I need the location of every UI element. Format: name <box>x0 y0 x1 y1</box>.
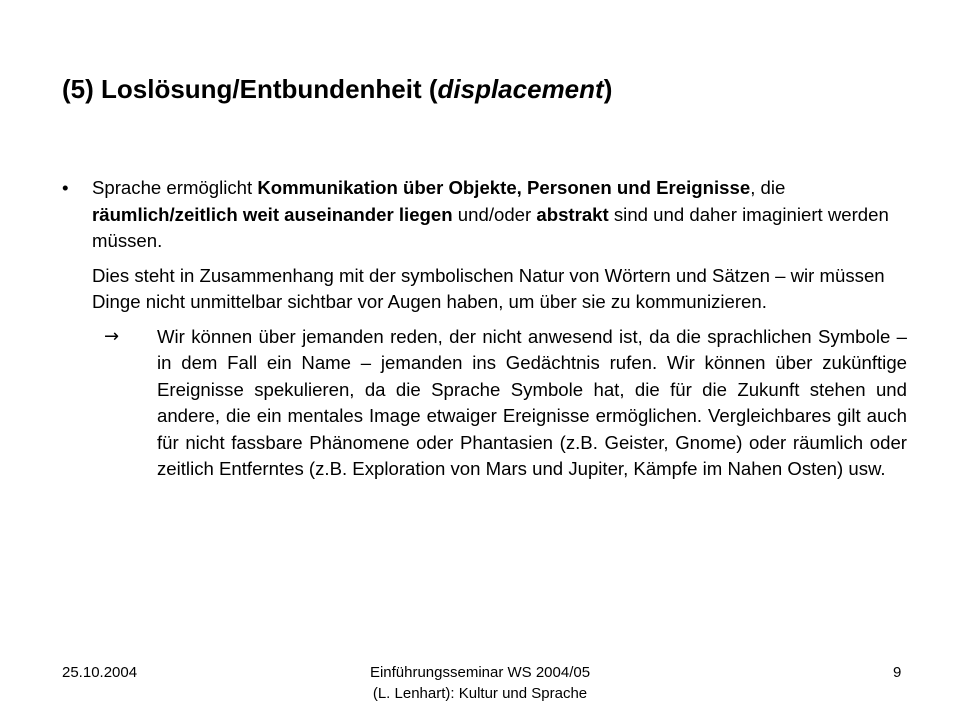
slide-body <box>62 175 907 483</box>
bullet-text-1: Sprache ermöglicht <box>92 177 258 198</box>
footer-course-line1: Einführungsseminar WS 2004/05 <box>369 664 591 681</box>
title-prefix: (5) Loslösung/Entbundenheit ( <box>62 74 438 104</box>
title-italic-term: displacement <box>437 74 604 104</box>
bullet-paragraph <box>92 175 907 255</box>
arrow-item <box>92 324 907 483</box>
bullet-bold-1: Kommunikation über Objekte, Personen und Ereignisse <box>257 177 751 198</box>
slide-title <box>62 72 612 106</box>
footer-course-line2: (L. Lenhart): Kultur und Sprache <box>372 685 588 702</box>
footer-date: 25.10.2004 <box>62 664 138 681</box>
bullet-text-4: sind und daher imaginiert werden müssen. <box>92 203 889 251</box>
arrow-paragraph: Wir können über jemanden reden, der nicht anwesend ist, da die sprachlichen Symbole – in dem Fall ein Name – jemanden ins Gedächtnis rufen. Wir können über zukünftige Ereignisse spekulieren, da die Sprache Symbole hat, die für die Zukunft stehen und andere, die ein mentales Image etwaiger Ereignisse ermöglichen. Vergleichbares gilt auch für nicht fassbare Phänomene oder Phantasien (z.B. Geister, Gnome) oder räumlich oder zeitlich Entferntes (z.B. Exploration von Mars und Jupiter, Kämpfe im Nahen Osten) usw. <box>157 325 907 479</box>
footer-page-number: 9 <box>893 664 902 681</box>
second-paragraph: Dies steht in Zusammenhang mit der symbolischen Natur von Wörtern und Sätzen – wir müssen Dinge nicht unmittelbar sichtbar vor Augen haben, um über sie zu kommunizieren. <box>92 264 885 312</box>
bullet-text-3: und/oder <box>452 203 537 225</box>
bullet-item <box>62 175 907 483</box>
bullet-icon: • <box>62 177 69 198</box>
bullet-bold-3: abstrakt <box>536 203 609 225</box>
arrow-right-icon: → <box>104 325 120 347</box>
bullet-bold-2: räumlich/zeitlich weit auseinander liegen <box>92 203 453 225</box>
bullet-text-2: , die <box>750 177 786 198</box>
footer-course <box>280 662 680 704</box>
title-suffix: ) <box>603 74 613 104</box>
